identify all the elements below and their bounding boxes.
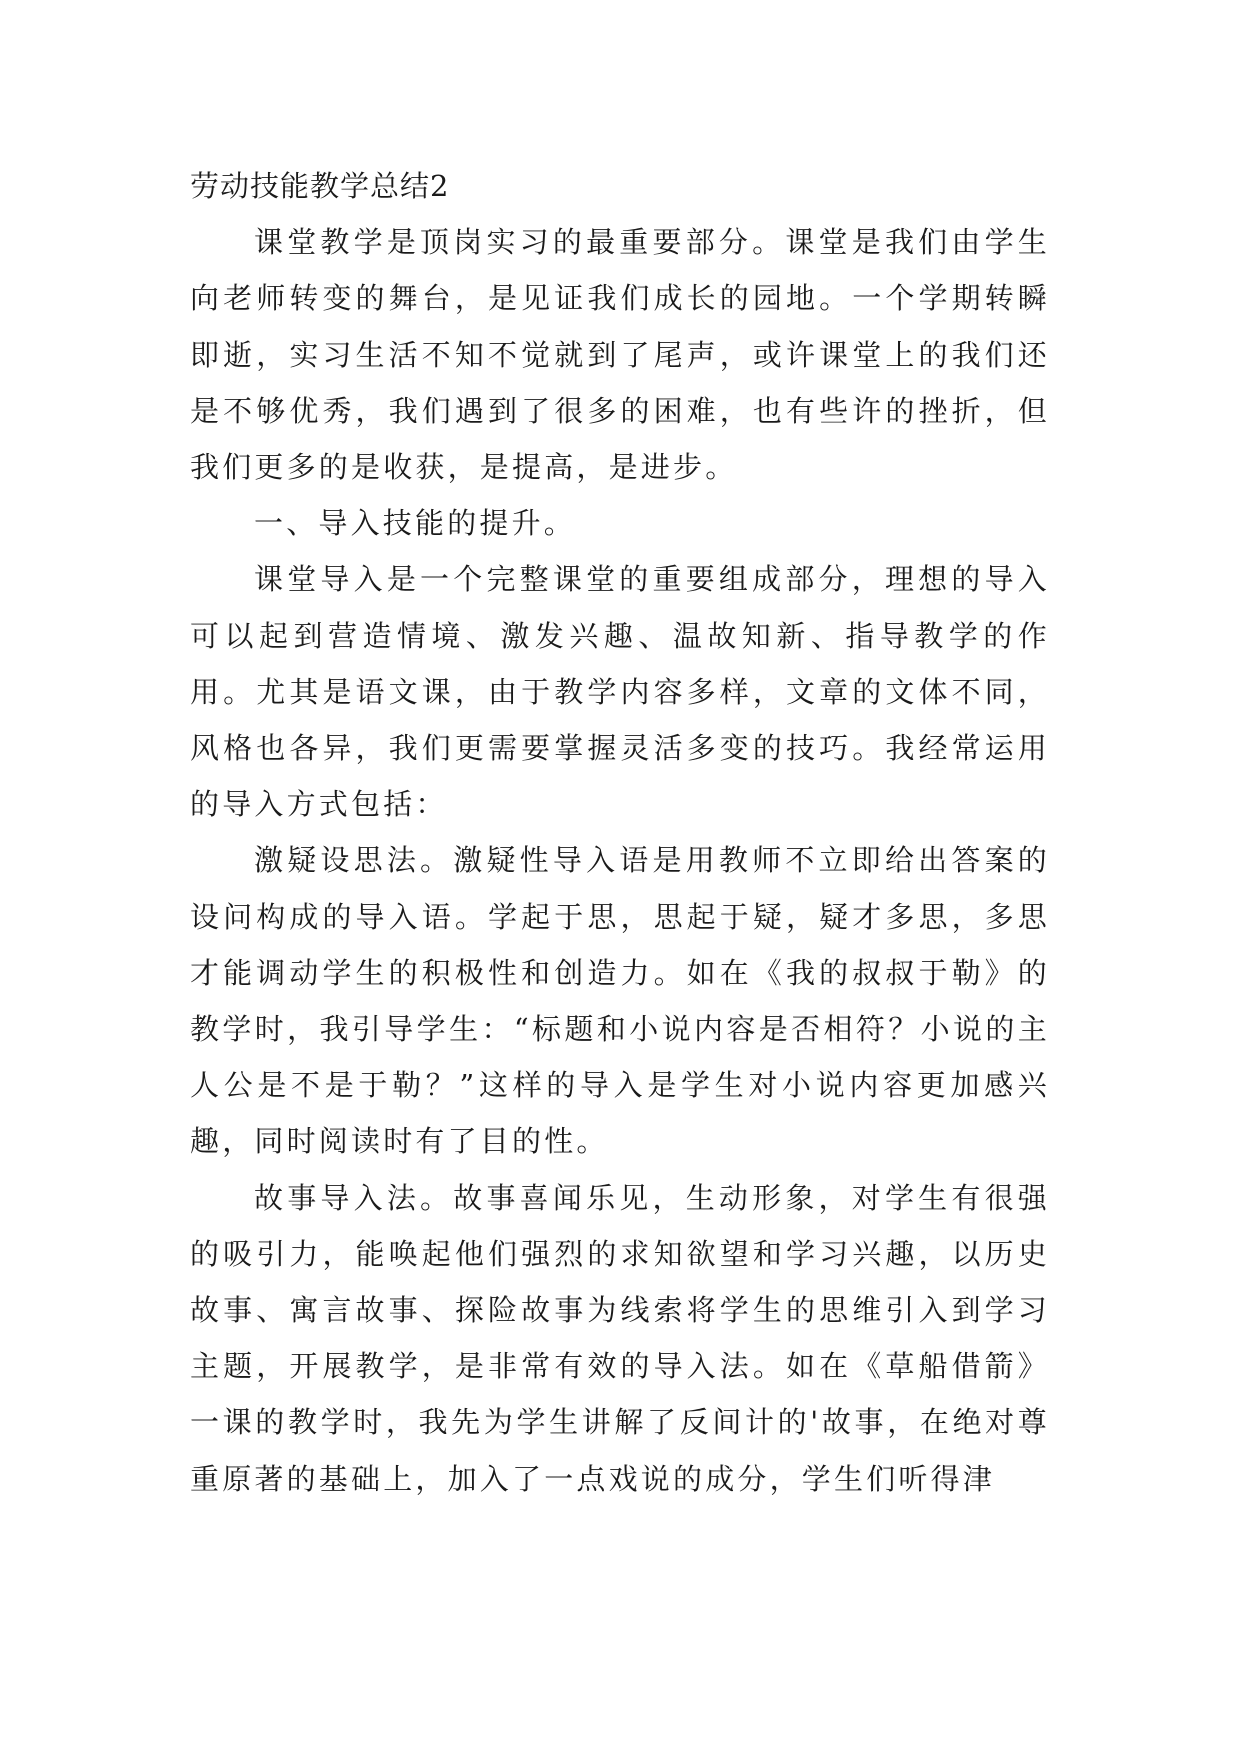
document-title: 劳动技能教学总结2 [190, 169, 450, 203]
document-body [190, 158, 1050, 1507]
paragraph-story-method: 故事导入法。故事喜闻乐见，生动形象，对学生有很强的吸引力，能唤起他们强烈的求知欲望和学习兴趣，以历史故事、寓言故事、探险故事为线索将学生的思维引入到学习主题，开展教学，是非常有效的导入法。如在《草船借箭》一课的教学时，我先为学生讲解了反间计的'故事，在绝对尊重原著的基础上，加入了一点戏说的成分，学生们听得津 [190, 1180, 1050, 1496]
paragraph-intro: 课堂教学是顶岗实习的最重要部分。课堂是我们由学生向老师转变的舞台，是见证我们成长的园地。一个学期转瞬即逝，实习生活不知不觉就到了尾声，或许课堂上的我们还是不够优秀，我们遇到了很多的困难，也有些许的挫折，但我们更多的是收获，是提高，是进步。 [190, 225, 1050, 485]
section-heading-1: 一、导入技能的提升。 [254, 506, 577, 541]
paragraph-lead-in: 课堂导入是一个完整课堂的重要组成部分，理想的导入可以起到营造情境、激发兴趣、温故知新、指导教学的作用。尤其是语文课，由于教学内容多样，文章的文体不同，风格也各异，我们更需要掌握灵活多变的技巧。我经常运用的导入方式包括： [190, 562, 1050, 822]
paragraph-questioning-method: 激疑设思法。激疑性导入语是用教师不立即给出答案的设问构成的导入语。学起于思，思起于疑，疑才多思，多思才能调动学生的积极性和创造力。如在《我的叔叔于勒》的教学时，我引导学生：“标题和小说内容是否相符？小说的主人公是不是于勒？”这样的导入是学生对小说内容更加感兴趣，同时阅读时有了目的性。 [190, 843, 1050, 1159]
